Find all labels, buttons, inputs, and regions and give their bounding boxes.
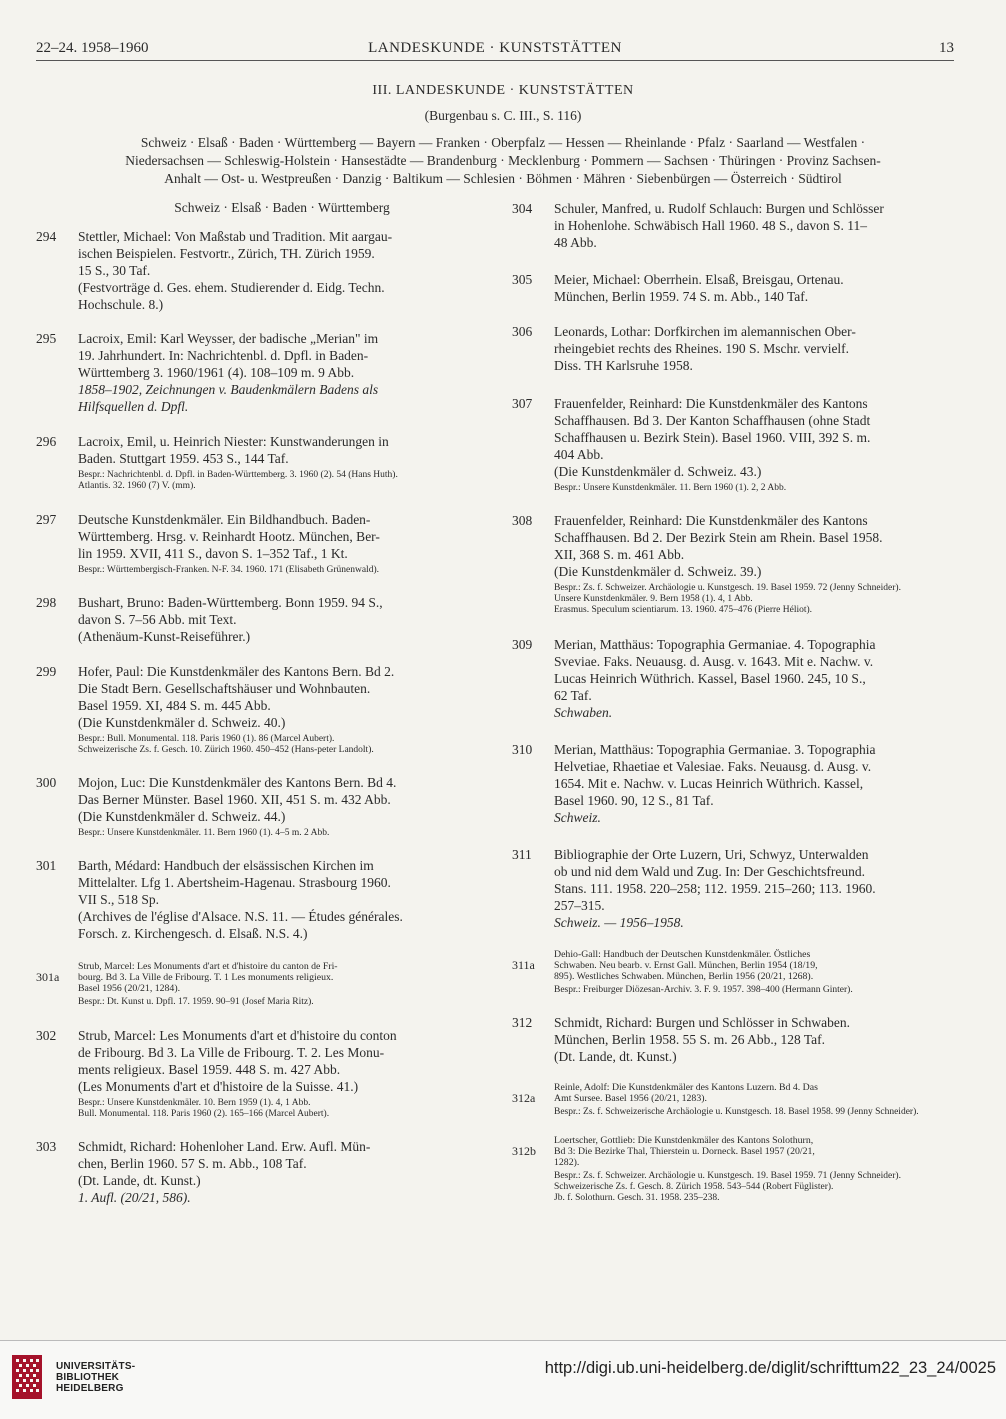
entry-line: Bushart, Bruno: Baden-Württemberg. Bonn 1959. 94 S.,: [78, 595, 383, 610]
entry-body: [78, 433, 488, 492]
entry-body: [554, 846, 956, 931]
entry-number: 310: [512, 742, 533, 757]
entry-line: bourg. Bd 3. La Ville de Fribourg. T. 1 Les monuments religieux.: [78, 972, 334, 983]
entry-line: Schaffhausen u. Bezirk Stein). Basel 1960. VIII, 392 S. m.: [554, 430, 871, 445]
running-header: [36, 40, 954, 61]
entry-line: Schaffhausen. Bd 2. Der Bezirk Stein am Rhein. Basel 1958.: [554, 530, 883, 545]
review-citation: Erasmus. Speculum scientiarum. 13. 1960. 475–476 (Pierre Héliot).: [554, 605, 813, 615]
entry-line: Merian, Matthäus: Topographia Germaniae. 3. Topographia: [554, 742, 876, 757]
review-list: [78, 828, 488, 839]
entry-line: 1282).: [554, 1157, 580, 1168]
entry-number: 308: [512, 513, 533, 528]
entry-number: 307: [512, 396, 533, 411]
entry-body: [78, 228, 488, 313]
entry-line: Meier, Michael: Oberrhein. Elsaß, Breisgau, Ortenau.: [554, 272, 844, 287]
entry-line: Schwaben. Neu bearb. v. Ernst Gall. München, Berlin 1954 (18/19,: [554, 960, 818, 971]
entry-number: 294: [36, 229, 57, 244]
digitization-footer: [0, 1340, 1006, 1419]
entry-line: Württemberg. Hrsg. v. Reinhardt Hootz. München, Ber-: [78, 529, 380, 544]
entry-number: 303: [36, 1139, 57, 1154]
entry-line: (Die Kunstdenkmäler d. Schweiz. 44.): [78, 809, 286, 824]
entry-line: 404 Abb.: [554, 447, 604, 462]
entry-line: Merian, Matthäus: Topographia Germaniae. 4. Topographia: [554, 637, 876, 652]
entry-line: Leonards, Lothar: Dorfkirchen im alemannischen Ober-: [554, 324, 856, 339]
entry-body: [554, 1135, 956, 1204]
right-column: [512, 200, 956, 1204]
entry-line: Lucas Heinrich Wüthrich. Kassel, Basel 1960. 245, 10 S.,: [554, 671, 866, 686]
bibliography-entry: [512, 323, 956, 374]
entry-line: Württemberg 3. 1960/1961 (4). 108–109 m. 9 Abb.: [78, 365, 355, 380]
region-list: [36, 134, 970, 188]
entry-line: Mojon, Luc: Die Kunstdenkmäler des Kantons Bern. Bd 4.: [78, 775, 397, 790]
entry-line: Stettler, Michael: Von Maßstab und Tradition. Mit aargau-: [78, 229, 393, 244]
bibliography-entry: [512, 949, 956, 996]
header-section-title: LANDESKUNDE · KUNSTSTÄTTEN: [368, 40, 622, 56]
entry-body: [78, 511, 488, 576]
page-number: 13: [939, 40, 954, 56]
review-list: [554, 583, 956, 616]
entry-body: [554, 200, 956, 251]
entry-line: Forsch. z. Kirchengesch. d. Elsaß. N.S. 4.): [78, 926, 308, 941]
review-citation: Schweizerische Zs. f. Gesch. 8. Zürich 1958. 543–544 (Robert Füglister).: [554, 1182, 834, 1192]
library-name-line: UNIVERSITÄTS-: [56, 1361, 136, 1372]
entry-line: Frauenfelder, Reinhard: Die Kunstdenkmäler des Kantons: [554, 396, 868, 411]
entry-number: 309: [512, 637, 533, 652]
entry-annotation: Schwaben.: [554, 705, 613, 720]
entry-line: 895). Westliches Schwaben. München, Berlin 1956 (20/21, 1268).: [554, 971, 814, 982]
entry-line: Deutsche Kunstdenkmäler. Ein Bildhandbuch. Baden-: [78, 512, 371, 527]
review-list: [78, 1098, 488, 1120]
review-citation: Bull. Monumental. 118. Paris 1960 (2). 165–166 (Marcel Aubert).: [78, 1109, 330, 1119]
entry-body: [78, 774, 488, 839]
review-citation: Bespr.: Zs. f. Schweizer. Archäologie u. Kunstgesch. 19. Basel 1959. 72 (Jenny Schneider).: [554, 583, 901, 593]
section-title: III. LANDESKUNDE · KUNSTSTÄTTEN: [372, 83, 634, 98]
entry-line: München, Berlin 1959. 74 S. m. Abb., 140 Taf.: [554, 289, 809, 304]
review-citation: Bespr.: Bull. Monumental. 118. Paris 1960 (1). 86 (Marcel Aubert).: [78, 734, 335, 744]
review-citation: Bespr.: Freiburger Diözesan-Archiv. 3. F. 9. 1957. 398–400 (Hermann Ginter).: [554, 985, 853, 995]
entry-line: VII S., 518 Sp.: [78, 892, 160, 907]
entry-line: Frauenfelder, Reinhard: Die Kunstdenkmäler des Kantons: [554, 513, 868, 528]
entry-body: [554, 323, 956, 374]
bibliography-entry: [36, 961, 488, 1008]
entry-body: [78, 330, 488, 415]
entry-line: ischen Beispielen. Festvortr., Zürich, TH. Zürich 1959.: [78, 246, 375, 261]
review-citation: Unsere Kunstdenkmäler. 9. Bern 1958 (1). 4, 1 Abb.: [554, 594, 753, 604]
entry-line: Schaffhausen. Bd 3. Der Kanton Schaffhausen (ohne Stadt: [554, 413, 871, 428]
entry-line: Hofer, Paul: Die Kunstdenkmäler des Kantons Bern. Bd 2.: [78, 664, 395, 679]
entry-line: Hochschule. 8.): [78, 297, 164, 312]
entry-line: (Festvorträge d. Ges. ehem. Studierender d. Eidg. Techn.: [78, 280, 385, 295]
bibliography-entry: [512, 1014, 956, 1065]
bibliography-entry: [512, 741, 956, 826]
review-list: [78, 565, 488, 576]
entry-line: 257–315.: [554, 898, 605, 913]
review-citation: Bespr.: Unsere Kunstdenkmäler. 11. Bern 1960 (1). 4–5 m. 2 Abb.: [78, 828, 330, 838]
entry-body: [554, 395, 956, 494]
review-citation: Bespr.: Dt. Kunst u. Dpfl. 17. 1959. 90–91 (Josef Maria Ritz).: [78, 997, 314, 1007]
entry-line: (Die Kunstdenkmäler d. Schweiz. 43.): [554, 464, 762, 479]
entry-line: Dehio-Gall: Handbuch der Deutschen Kunstdenkmäler. Östliches: [554, 949, 811, 960]
entry-line: XII, 368 S. m. 461 Abb.: [554, 547, 685, 562]
entry-line: Diss. TH Karlsruhe 1958.: [554, 358, 693, 373]
bibliography-entry: [512, 395, 956, 494]
library-name-line: BIBLIOTHEK: [56, 1372, 120, 1383]
entry-line: (Dt. Lande, dt. Kunst.): [78, 1173, 201, 1188]
review-list: [78, 734, 488, 756]
subsection-heading: Schweiz · Elsaß · Baden · Württemberg: [174, 200, 390, 215]
entry-line: Stans. 111. 1958. 220–258; 112. 1959. 215–260; 113. 1960.: [554, 881, 876, 896]
entry-body: [554, 1014, 956, 1065]
entry-line: Schuler, Manfred, u. Rudolf Schlauch: Burgen und Schlösser: [554, 201, 884, 216]
entry-annotation: 1858–1902, Zeichnungen v. Baudenkmälern Badens als: [78, 382, 379, 397]
review-list: [554, 483, 956, 494]
review-citation: Bespr.: Zs. f. Schweizerische Archäologie u. Kunstgesch. 18. Basel 1958. 99 (Jenny Schneider).: [554, 1107, 919, 1117]
bibliography-entry: [512, 1082, 956, 1118]
bibliography-entry: [36, 857, 488, 942]
entry-line: 15 S., 30 Taf.: [78, 263, 151, 278]
entry-number: 298: [36, 595, 57, 610]
entry-number: 300: [36, 775, 57, 790]
entry-body: [554, 949, 956, 996]
bibliography-entry: [36, 433, 488, 492]
entry-line: Lacroix, Emil: Karl Weysser, der badische „Merian" im: [78, 331, 379, 346]
entry-body: [554, 636, 956, 721]
review-list: [554, 1171, 956, 1204]
permalink-url[interactable]: http://digi.ub.uni-heidelberg.de/diglit/schrifttum22_23_24/0025: [544, 1359, 996, 1377]
entry-line: rheingebiet rechts des Rheines. 190 S. Mschr. vervielf.: [554, 341, 850, 356]
entry-number: 299: [36, 664, 57, 679]
entry-line: (Die Kunstdenkmäler d. Schweiz. 39.): [554, 564, 762, 579]
bibliography-entry: [36, 228, 488, 313]
entry-line: ob und nid dem Wald und Zug. In: Der Geschichtsfreund.: [554, 864, 865, 879]
bibliography-entry: [36, 1138, 488, 1206]
entry-number: 306: [512, 324, 533, 339]
bibliography-entry: [36, 330, 488, 415]
entry-line: ments religieux. Basel 1959. 448 S. m. 427 Abb.: [78, 1062, 341, 1077]
bibliography-entry: [512, 636, 956, 721]
entry-line: Basel 1956 (20/21, 1284).: [78, 983, 181, 994]
entry-number: 312: [512, 1015, 533, 1030]
entry-line: (Dt. Lande, dt. Kunst.): [554, 1049, 677, 1064]
entry-body: [78, 1138, 488, 1206]
region-line: Anhalt — Ost- u. Westpreußen · Danzig · Baltikum — Schlesien · Böhmen · Mähren · Siebenbürgen — Österreich · Südtirol: [164, 171, 842, 186]
entry-line: Amt Sursee. Basel 1956 (20/21, 1283).: [554, 1093, 707, 1104]
entry-body: [554, 741, 956, 826]
entry-line: Baden. Stuttgart 1959. 453 S., 144 Taf.: [78, 451, 289, 466]
review-citation: Jb. f. Solothurn. Gesch. 31. 1958. 235–238.: [554, 1193, 720, 1203]
entry-annotation: Schweiz. — 1956–1958.: [554, 915, 684, 930]
review-citation: Schweizerische Zs. f. Gesch. 10. Zürich 1960. 450–452 (Hans-peter Landolt).: [78, 745, 374, 755]
entry-line: Schmidt, Richard: Burgen und Schlösser in Schwaben.: [554, 1015, 850, 1030]
entry-line: chen, Berlin 1960. 57 S. m. Abb., 108 Taf.: [78, 1156, 307, 1171]
entry-body: [78, 857, 488, 942]
entry-line: Strub, Marcel: Les Monuments d'art et d'histoire du conton: [78, 1028, 397, 1043]
entry-line: de Fribourg. Bd 3. La Ville de Fribourg. T. 2. Les Monu-: [78, 1045, 385, 1060]
entry-line: Loertscher, Gottlieb: Die Kunstdenkmäler des Kantons Solothurn,: [554, 1135, 814, 1146]
entry-annotation: Hilfsquellen d. Dpfl.: [78, 399, 189, 414]
entry-line: 62 Taf.: [554, 688, 592, 703]
entry-line: 1654. Mit e. Nachw. v. Lucas Heinrich Wüthrich. Kassel,: [554, 776, 864, 791]
header-volume-range: 22–24. 1958–1960: [36, 40, 149, 56]
entry-line: Mittelalter. Lfg 1. Abertsheim-Hagenau. Strasbourg 1960.: [78, 875, 391, 890]
entry-line: Barth, Médard: Handbuch der elsässischen Kirchen im: [78, 858, 374, 873]
entry-line: Das Berner Münster. Basel 1960. XII, 451 S. m. 432 Abb.: [78, 792, 391, 807]
entry-body: [78, 961, 488, 1008]
bibliography-entry: [512, 200, 956, 251]
entry-number: 302: [36, 1028, 57, 1043]
entry-body: [554, 271, 956, 305]
section-cross-reference: (Burgenbau s. C. III., S. 116): [424, 108, 582, 123]
entry-body: [78, 663, 488, 756]
entry-line: Bd 3: Die Bezirke Thal, Thierstein u. Dorneck. Basel 1957 (20/21,: [554, 1146, 815, 1157]
review-citation: Bespr.: Nachrichtenbl. d. Dpfl. in Baden-Württemberg. 3. 1960 (2). 54 (Hans Huth).: [78, 470, 398, 480]
entry-number: 304: [512, 201, 533, 216]
entry-annotation: Schweiz.: [554, 810, 601, 825]
left-column: [36, 200, 488, 1206]
entry-number: 301a: [36, 970, 60, 984]
entry-body: [78, 1027, 488, 1120]
entry-number: 301: [36, 858, 57, 873]
bibliography-entry: [512, 271, 956, 305]
university-library-logo-icon: [12, 1355, 42, 1399]
entry-line: 19. Jahrhundert. In: Nachrichtenbl. d. Dpfl. in Baden-: [78, 348, 369, 363]
entry-line: Basel 1960. 90, 12 S., 81 Taf.: [554, 793, 714, 808]
entry-line: Sveviae. Faks. Neuausg. d. Ausg. v. 1643. Mit e. Nachw. v.: [554, 654, 874, 669]
entry-line: (Athenäum-Kunst-Reiseführer.): [78, 629, 251, 644]
entry-line: lin 1959. XVII, 411 S., davon S. 1–352 Taf., 1 Kt.: [78, 546, 348, 561]
bibliography-entry: [36, 663, 488, 756]
entry-line: Strub, Marcel: Les Monuments d'art et d'histoire du canton de Fri-: [78, 961, 338, 972]
entry-line: Schmidt, Richard: Hohenloher Land. Erw. Aufl. Mün-: [78, 1139, 371, 1154]
region-line: Schweiz · Elsaß · Baden · Württemberg — Bayern — Franken · Oberpfalz — Hessen — Rheinlande · Pfalz · Saarland — Westfalen ·: [140, 135, 866, 150]
bibliography-entry: [36, 594, 488, 645]
entry-body: [554, 1082, 956, 1118]
entry-line: (Archives de l'église d'Alsace. N.S. 11. — Études générales.: [78, 909, 403, 924]
review-list: [78, 997, 488, 1008]
region-line: Niedersachsen — Schleswig-Holstein · Hansestädte — Brandenburg · Mecklenburg · Pommern — Sachsen · Thüringen · Provinz Sachsen-: [125, 153, 881, 168]
entry-number: 312a: [512, 1091, 536, 1105]
review-citation: Bespr.: Unsere Kunstdenkmäler. 10. Bern 1959 (1). 4, 1 Abb.: [78, 1098, 311, 1108]
entry-line: Lacroix, Emil, u. Heinrich Niester: Kunstwanderungen in: [78, 434, 389, 449]
entry-line: Bibliographie der Orte Luzern, Uri, Schwyz, Unterwalden: [554, 847, 869, 862]
library-name: [56, 1361, 135, 1394]
entry-body: [554, 512, 956, 616]
entry-line: in Hohenlohe. Schwäbisch Hall 1960. 48 S., davon S. 11–: [554, 218, 867, 233]
entry-number: 312b: [512, 1144, 536, 1158]
entry-line: Die Stadt Bern. Gesellschaftshäuser und Wohnbauten.: [78, 681, 371, 696]
review-list: [554, 985, 956, 996]
entry-number: 295: [36, 331, 57, 346]
entry-line: 48 Abb.: [554, 235, 597, 250]
review-citation: Bespr.: Württembergisch-Franken. N-F. 34. 1960. 171 (Elisabeth Grünenwald).: [78, 565, 379, 575]
entry-number: 297: [36, 512, 57, 527]
entry-line: Reinle, Adolf: Die Kunstdenkmäler des Kantons Luzern. Bd 4. Das: [554, 1082, 818, 1093]
entry-number: 305: [512, 272, 533, 287]
bibliography-entry: [36, 511, 488, 576]
entry-line: davon S. 7–56 Abb. mit Text.: [78, 612, 237, 627]
bibliography-entry: [512, 846, 956, 931]
review-citation: Atlantis. 32. 1960 (7) V. (mm).: [78, 481, 196, 491]
entry-number: 296: [36, 434, 57, 449]
bibliography-entry: [512, 1135, 956, 1204]
entry-number: 311: [512, 847, 532, 862]
entry-line: München, Berlin 1958. 55 S. m. 26 Abb., 128 Taf.: [554, 1032, 826, 1047]
entry-line: Helvetiae, Rhaetiae et Valesiae. Faks. Neuausg. d. Ausg. v.: [554, 759, 872, 774]
entry-line: (Les Monuments d'art et d'histoire de la Suisse. 41.): [78, 1079, 359, 1094]
entry-line: Basel 1959. XI, 484 S. m. 445 Abb.: [78, 698, 271, 713]
entry-body: [78, 594, 488, 645]
bibliography-entry: [36, 774, 488, 839]
library-name-line: HEIDELBERG: [56, 1383, 124, 1394]
review-citation: Bespr.: Unsere Kunstdenkmäler. 11. Bern 1960 (1). 2, 2 Abb.: [554, 483, 787, 493]
entry-annotation: 1. Aufl. (20/21, 586).: [78, 1190, 191, 1205]
review-list: [554, 1107, 956, 1118]
entry-line: (Die Kunstdenkmäler d. Schweiz. 40.): [78, 715, 286, 730]
bibliography-entry: [36, 1027, 488, 1120]
bibliography-entry: [512, 512, 956, 616]
review-citation: Bespr.: Zs. f. Schweizer. Archäologie u. Kunstgesch. 19. Basel 1959. 71 (Jenny Schneider).: [554, 1171, 901, 1181]
review-list: [78, 470, 488, 492]
entry-number: 311a: [512, 958, 535, 972]
